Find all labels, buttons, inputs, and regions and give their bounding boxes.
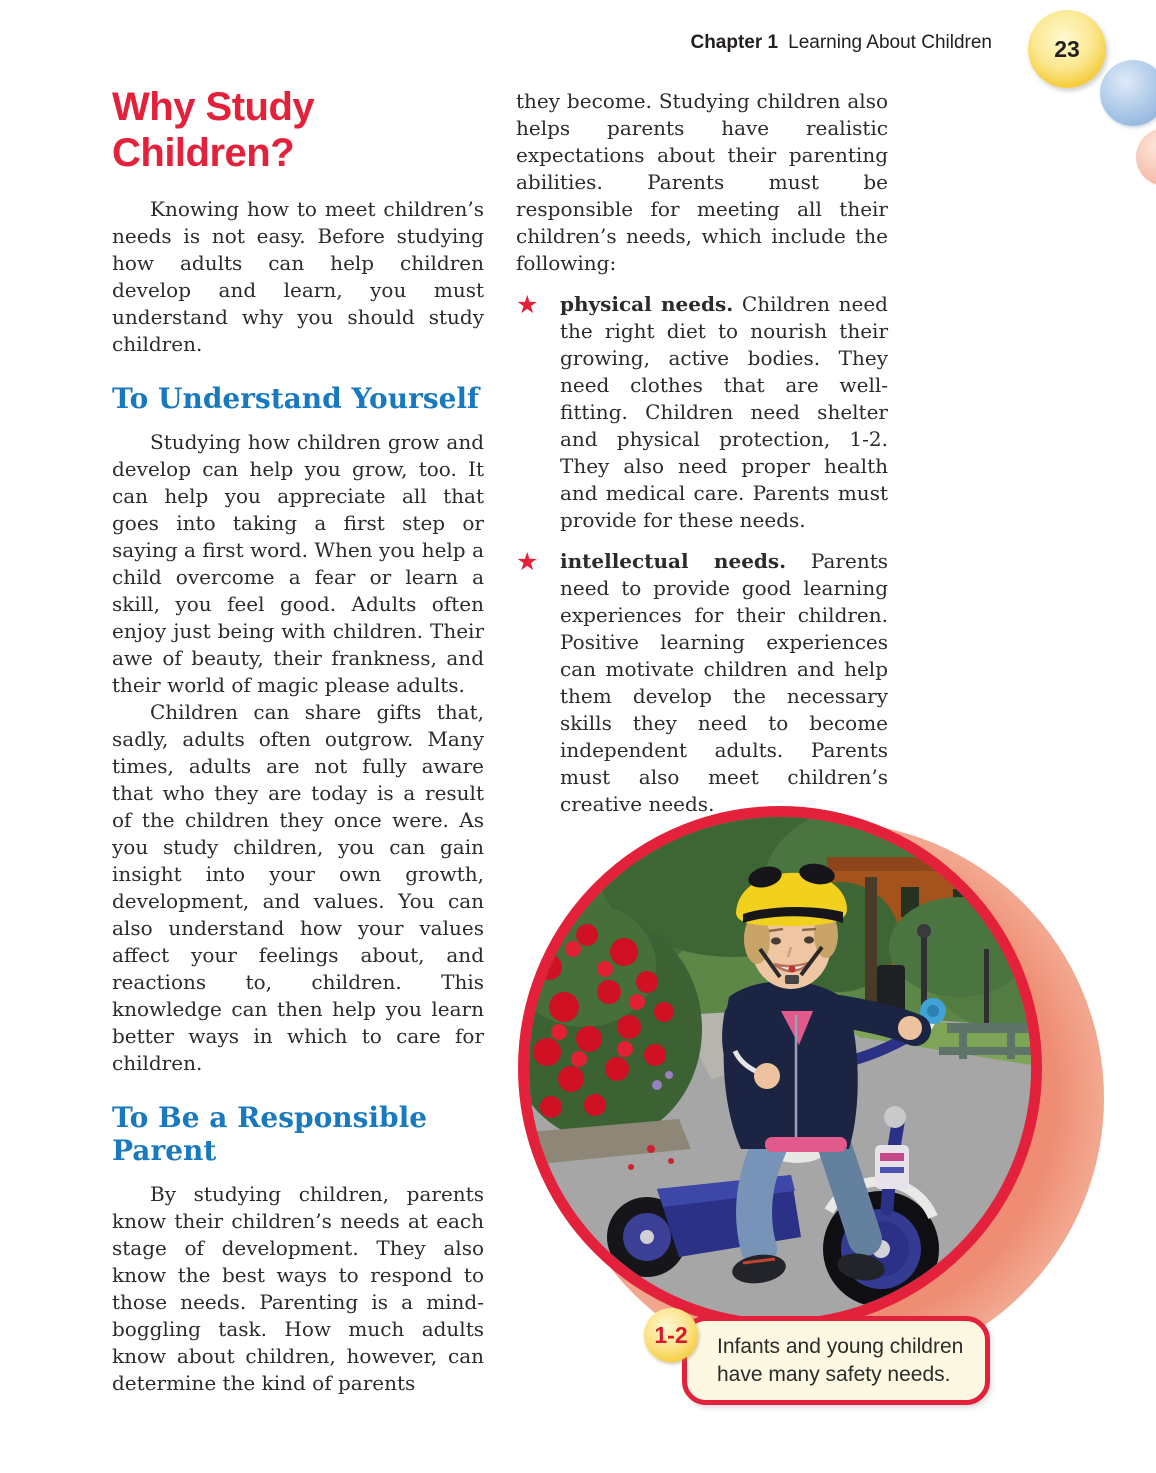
paragraph: Studying how children grow and develop can help you grow, too. It can help you appreciate all that goes into taking a first step or saying a first word. When you help a child overcome a fear or learn a skill, you feel good. Adults often enjoy just being with children. Their awe of beauty, their frankness, and their world of magic please adults. [112, 430, 484, 698]
child-on-tricycle-illustration [529, 817, 1031, 1319]
paragraph: By studying children, parents know their children’s needs at each stage of development. They also know the best ways to respond to those needs. Parenting is a mind-boggling task. How much adults know about children, however, can determine the kind of parents [112, 1182, 484, 1396]
figure-caption [682, 1316, 990, 1405]
star-bullet-icon: ★ [516, 547, 539, 576]
figure-caption-text: Infants and young children have many safety needs. [717, 1335, 964, 1386]
running-header [690, 32, 992, 54]
page-number: 23 [1054, 35, 1080, 62]
chapter-title: Learning About Children [788, 32, 992, 53]
list-item-text [560, 548, 888, 818]
bullet-body: Children need the right diet to nourish their growing, active bodies. They need clothes that are well-fitting. Children need shelter and physical protection, 1-2. They also need proper health and medical care. Parents must provide for these needs. [560, 292, 888, 532]
figure-number: 1-2 [654, 1321, 688, 1348]
paragraph: Children can share gifts that, sadly, adults often outgrow. Many times, adults are not fully aware that who they are today is a result of the children they once were. As you study children, you can gain insight into your own growth, development, and values. You can also understand how your values affect your feelings about, and reactions to, children. This knowledge can then help you learn better ways in which to care for children. [112, 700, 484, 1076]
bullet-lead: physical needs. [560, 292, 734, 316]
page-number-badge [1028, 10, 1106, 88]
bullet-lead: intellectual needs. [560, 549, 787, 573]
right-column [516, 88, 888, 818]
list-item-text [560, 291, 888, 534]
figure-photo [518, 806, 1042, 1330]
list-item-intellectual-needs [516, 548, 888, 818]
list-item-physical-needs [516, 291, 888, 534]
left-column [112, 84, 484, 1397]
bullet-body: Parents need to provide good learning experiences for their children. Positive learning experiences can motivate children and help them develop the necessary skills they need to become independent adults. Parents must also meet children’s creative needs. [560, 549, 888, 816]
article-title: Why Study Children? [112, 85, 315, 175]
needs-list [516, 291, 888, 818]
chapter-label: Chapter 1 [690, 32, 779, 53]
continuation-paragraph: they become. Studying children also helps parents have realistic expectations about their parenting abilities. Parents must be responsible for meeting all their children’s needs, which include the following: [516, 89, 888, 275]
decorative-circle-blue [1100, 60, 1156, 126]
section-heading-responsible-parent: To Be a Responsible Parent [112, 1101, 428, 1168]
section-heading-understand-yourself: To Understand Yourself [112, 382, 480, 415]
figure-number-badge [644, 1308, 698, 1362]
star-bullet-icon: ★ [516, 290, 539, 319]
decorative-circle-pink [1136, 128, 1156, 186]
intro-paragraph: Knowing how to meet children’s needs is not easy. Before studying how adults can help children develop and learn, you must understand why you should study children. [112, 197, 484, 356]
